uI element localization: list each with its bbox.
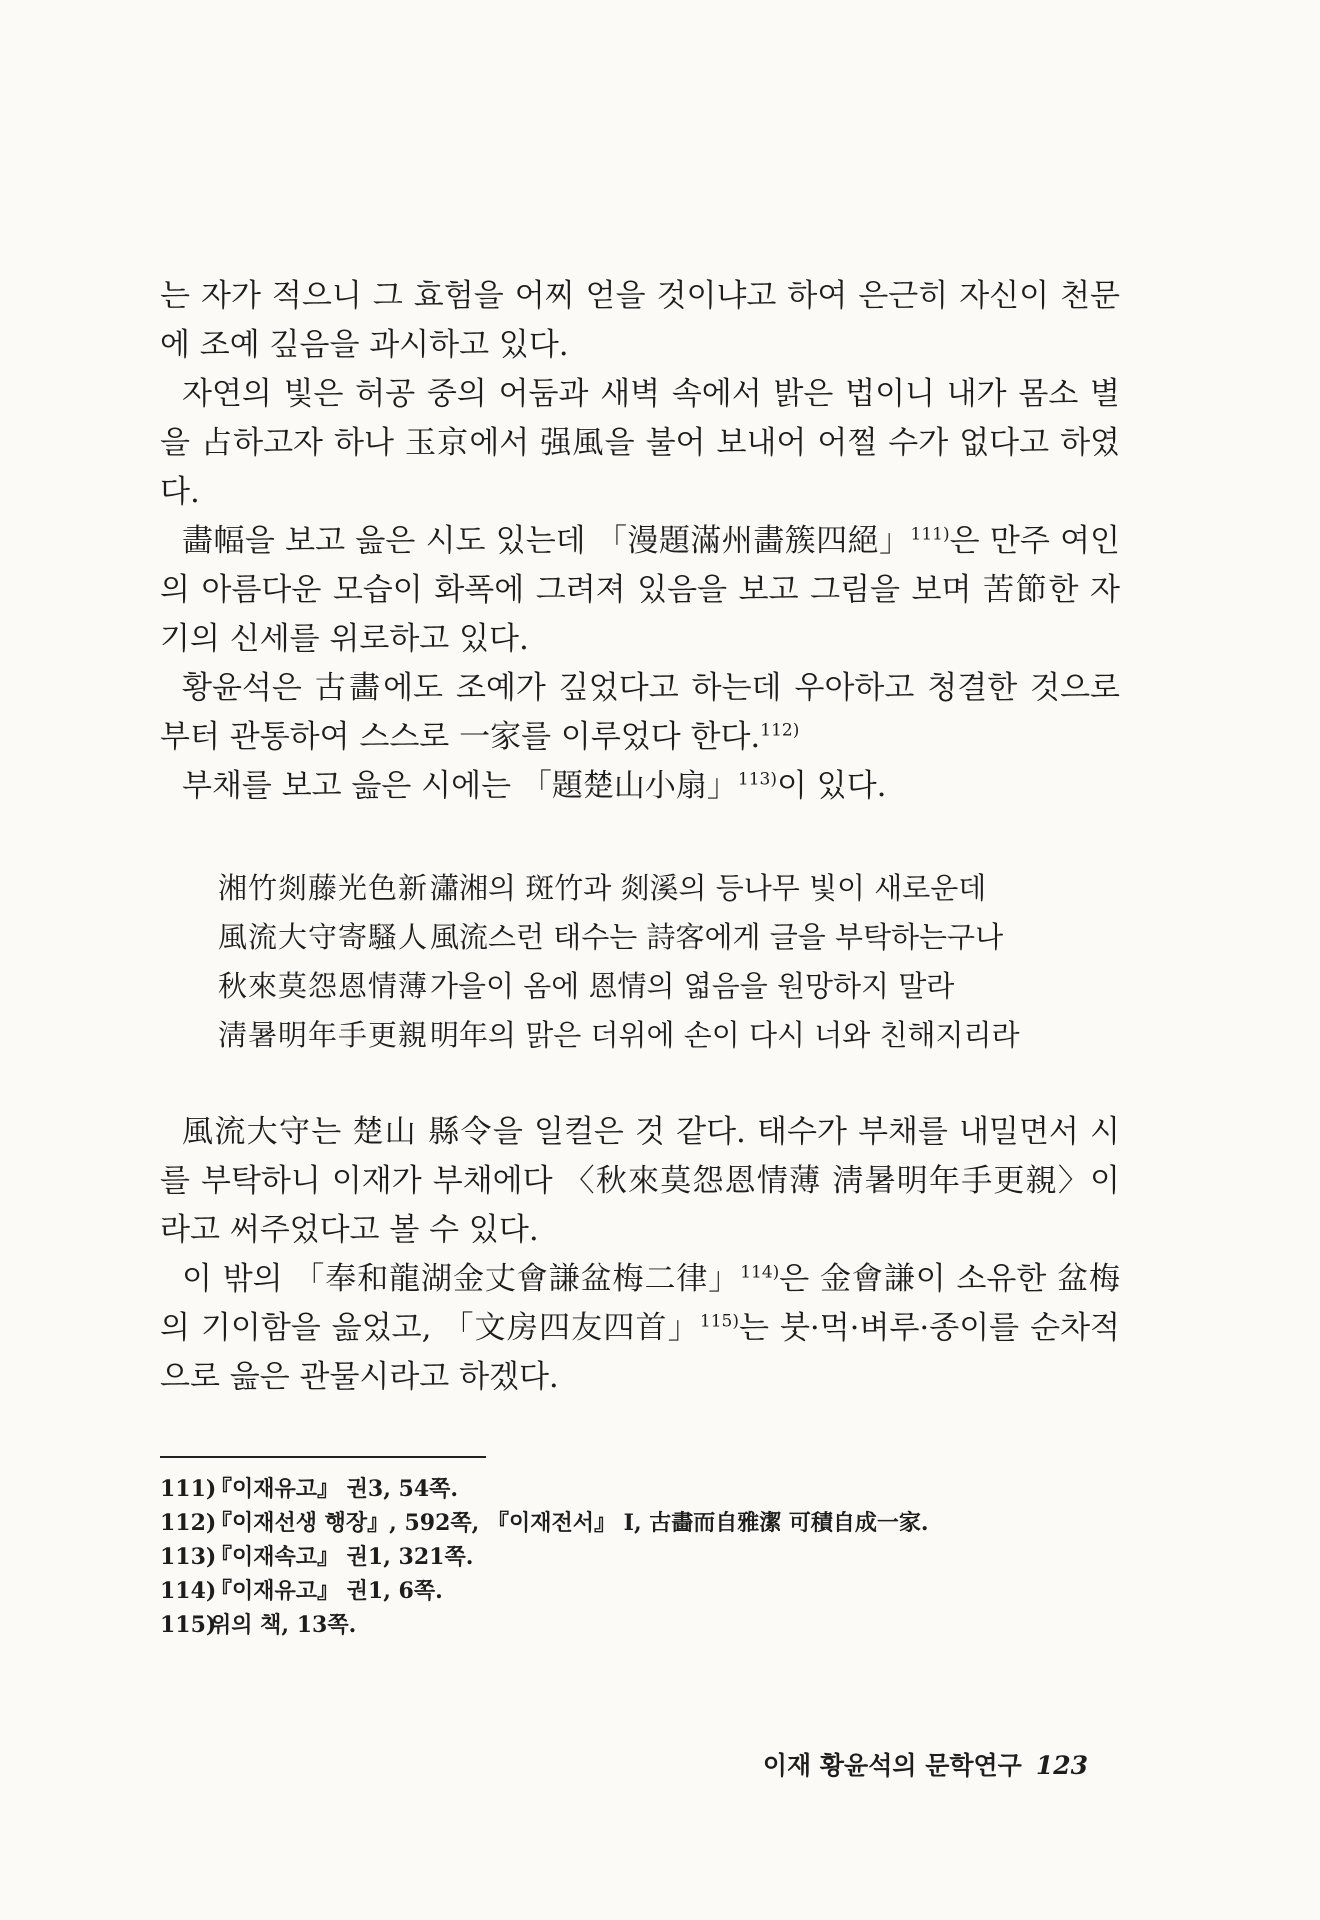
paragraph-text: 은 金會謙이 소유한 盆梅의 기이함을 읊었고, 「文房四友四首」 [160,1261,1120,1346]
footnote [160,1574,1120,1608]
poem-original: 湘竹剡藤光色新 [218,871,429,905]
paragraph-text: 황윤석은 古畵에도 조예가 깊었다고 하는데 우아하고 청결한 것으로부터 관통하여 스스로 一家를 이루었다 한다. [160,670,1120,755]
footnote-ref: 111) [910,524,950,545]
footnote [160,1608,1120,1642]
poem-translation: 風流스런 태수는 詩客에게 글을 부탁하는구나 [430,920,1004,954]
footnote [160,1540,1120,1574]
footnote-number: 114) [160,1578,217,1604]
paragraph-text: 은 만주 여인의 아름다운 모습이 화폭에 그려져 있음을 보고 그림을 보며 苦節한 자기의 신세를 위로하고 있다. [160,523,1120,657]
paragraph [160,762,1120,811]
footnote [160,1506,1120,1540]
poem-original: 淸暑明年手更親 [218,1018,429,1052]
footnote-text: 『이재선생 행장』, 592쪽, 『이재전서』 Ⅰ, 古畵而自雅潔 可積自成一家. [210,1510,929,1536]
poem-original: 秋來莫怨恩情薄 [218,969,429,1003]
paragraph: 자연의 빛은 허공 중의 어둠과 새벽 속에서 밝은 법이니 내가 몸소 별을 占하고자 하나 玉京에서 强風을 불어 보내어 어쩔 수가 없다고 하였다. [160,376,1120,510]
footnote-ref: 112) [760,720,800,741]
paragraph: 는 자가 적으니 그 효험을 어찌 얻을 것이냐고 하여 은근히 자신이 천문에 조예 깊음을 과시하고 있다. [160,278,1120,363]
poem-line [218,911,1118,960]
footnote-ref: 114) [740,1262,780,1283]
footnote-text: 『이재유고』 권1, 6쪽. [210,1578,443,1604]
paragraph-text: 이 밖의 「奉和龍湖金丈會謙盆梅二律」 [182,1261,741,1297]
paragraph [160,1255,1120,1402]
footnote-number: 111) [160,1476,217,1502]
main-text-upper [160,272,1120,811]
poem-line [218,1009,1118,1058]
poem-line [218,960,1118,1009]
poem-line [218,862,1118,911]
footnote [160,1472,1120,1506]
footnote-text: 위의 책, 13쪽. [210,1612,357,1638]
poem-translation: 가을이 옴에 恩情의 엷음을 원망하지 말라 [430,969,955,1003]
paragraph-text: 이 있다. [776,768,887,804]
poem-translation: 明年의 맑은 더위에 손이 다시 너와 친해지리라 [430,1018,1020,1052]
footnote-ref: 115) [699,1311,739,1332]
footnote-divider [160,1456,486,1458]
poem-block [218,862,1118,1058]
paragraph [160,517,1120,664]
page-number: 123 [1035,1751,1088,1780]
footnote-ref: 113) [737,769,777,790]
footnote-text: 『이재유고』 권3, 54쪽. [210,1476,459,1502]
footnote-number: 115) [160,1612,217,1638]
footnote-number: 113) [160,1544,217,1570]
paragraph-text: 畵幅을 보고 읊은 시도 있는데 「漫題滿州畵簇四絕」 [182,523,911,559]
paragraph-text: 는 붓·먹·벼루·종이를 순차적으로 읊은 관물시라고 하겠다. [160,1310,1120,1395]
paragraph-text: 부채를 보고 읊은 시에는 「題楚山小扇」 [182,768,738,804]
paragraph [160,664,1120,762]
main-text-lower [160,1108,1120,1402]
poem-translation: 瀟湘의 斑竹과 剡溪의 등나무 빛이 새로운데 [430,871,987,905]
running-footer [763,1746,1088,1782]
paragraph: 風流大守는 楚山 縣令을 일컬은 것 같다. 태수가 부채를 내밀면서 시를 부탁하니 이재가 부채에다 〈秋來莫怨恩情薄 淸暑明年手更親〉이라고 써주었다고 볼 수 있다. [160,1114,1120,1248]
footnotes [160,1472,1120,1642]
running-title: 이재 황윤석의 문학연구 [762,1751,1022,1780]
footnote-number: 112) [160,1510,217,1536]
poem-original: 風流大守寄騷人 [218,920,429,954]
footnote-text: 『이재속고』 권1, 321쪽. [210,1544,474,1570]
